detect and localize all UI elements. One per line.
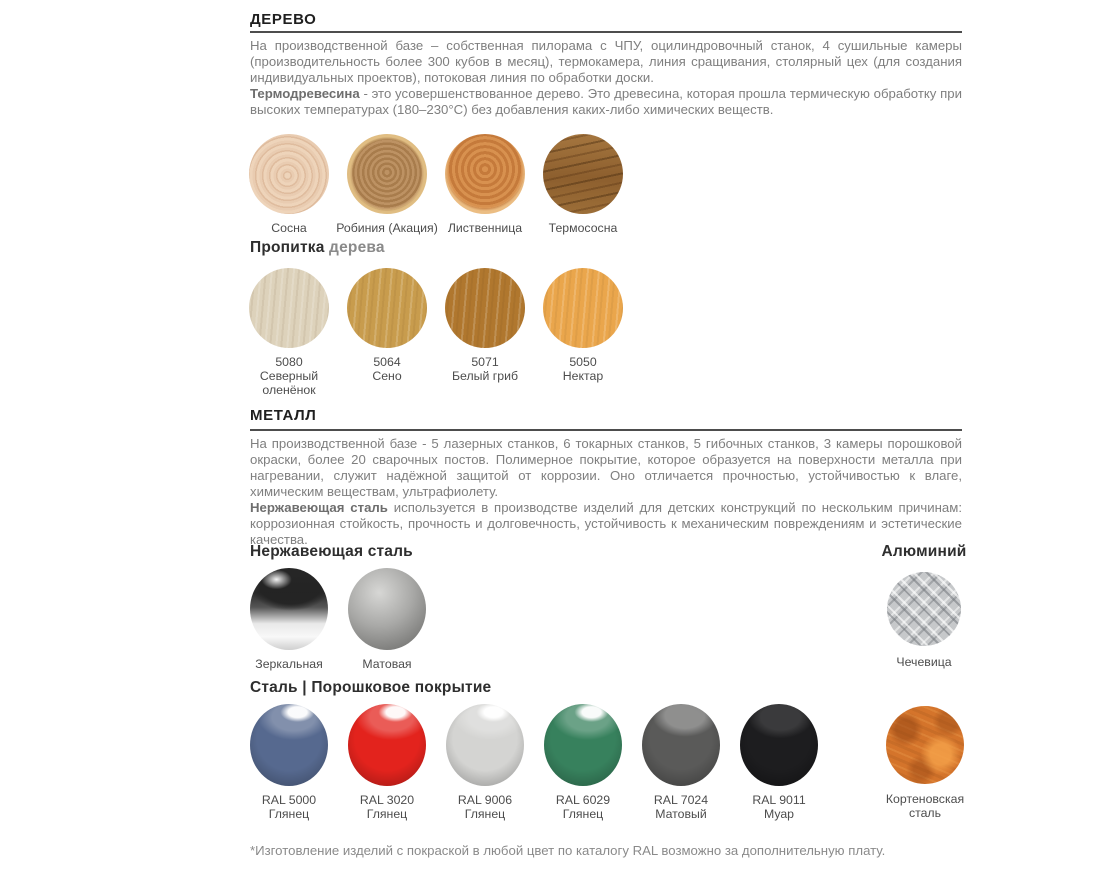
stainless-swatch-matte bbox=[348, 568, 426, 650]
impregnation-title-main: Пропитка bbox=[250, 239, 325, 256]
powder-item bbox=[240, 704, 338, 821]
wood-paragraph-2-rest: - это усовершенствованное дерево. Это древесина, которая прошла термическую обработку при высоких температурах (180–230°С) без добавления каких-либо химических веществ. bbox=[250, 86, 962, 117]
stainless-item bbox=[338, 568, 436, 671]
impregnation-row bbox=[240, 268, 632, 397]
metal-paragraph-2 bbox=[250, 500, 962, 548]
wood-paragraph-2 bbox=[250, 86, 962, 118]
powder-item bbox=[730, 704, 828, 821]
powder-code: RAL 3020 bbox=[359, 793, 415, 807]
metal-section-divider bbox=[250, 429, 962, 431]
impregnation-name: Нектар bbox=[562, 369, 604, 383]
wood-section-text bbox=[250, 38, 962, 118]
wood-swatch-larch bbox=[445, 134, 525, 214]
wood-swatch-sosna bbox=[249, 134, 329, 214]
aluminum-title: Алюминий bbox=[881, 543, 967, 560]
powder-finish: Глянец bbox=[268, 807, 310, 821]
powder-swatch-ral9006 bbox=[446, 704, 524, 786]
wood-species-item bbox=[240, 134, 338, 235]
wood-section-divider bbox=[250, 31, 962, 33]
wood-swatch-robinia bbox=[347, 134, 427, 214]
stainless-row bbox=[240, 568, 436, 671]
impregnation-code: 5064 bbox=[373, 355, 401, 369]
corten-swatch bbox=[886, 706, 964, 784]
impregnation-item bbox=[436, 268, 534, 397]
powder-code: RAL 9011 bbox=[752, 793, 806, 807]
powder-item bbox=[338, 704, 436, 821]
corten-item bbox=[875, 706, 975, 820]
powder-code: RAL 9006 bbox=[457, 793, 513, 807]
impregnation-swatch-5080 bbox=[249, 268, 329, 348]
powder-code: RAL 5000 bbox=[261, 793, 317, 807]
impregnation-name: Белый гриб bbox=[451, 369, 519, 383]
impregnation-swatch-5064 bbox=[347, 268, 427, 348]
wood-paragraph-1: На производственной базе – собственная пилорама с ЧПУ, оцилиндровочный станок, 4 сушильные камеры (производительность более 300 кубов в месяц), термокамера, линия сращивания, столярный цех (для создания индивидуальных проектов), потоковая линия по обработки доски. bbox=[250, 38, 962, 85]
ral-footnote: *Изготовление изделий с покраской в любой цвет по каталогу RAL возможно за дополнительную плату. bbox=[250, 843, 886, 858]
stainless-item bbox=[240, 568, 338, 671]
powder-swatch-ral3020 bbox=[348, 704, 426, 786]
stainless-label: Зеркальная bbox=[255, 657, 323, 671]
wood-swatch-label: Робиния (Акация) bbox=[336, 221, 438, 235]
powder-finish: Муар bbox=[763, 807, 795, 821]
wood-section-title: ДЕРЕВО bbox=[250, 11, 317, 28]
wood-paragraph-2-term: Термодревесина bbox=[250, 86, 360, 101]
wood-species-item bbox=[436, 134, 534, 235]
impregnation-title bbox=[250, 239, 385, 257]
powder-swatch-ral9011 bbox=[740, 704, 818, 786]
metal-paragraph-2-term: Нержавеющая сталь bbox=[250, 500, 388, 515]
powder-swatch-ral6029 bbox=[544, 704, 622, 786]
wood-species-item bbox=[534, 134, 632, 235]
powder-row bbox=[240, 704, 828, 821]
powder-item bbox=[534, 704, 632, 821]
wood-species-row bbox=[240, 134, 632, 235]
wood-swatch-thermopine bbox=[543, 134, 623, 214]
powder-item bbox=[436, 704, 534, 821]
impregnation-item bbox=[338, 268, 436, 397]
impregnation-name: Сено bbox=[372, 369, 402, 383]
powder-finish: Матовый bbox=[655, 807, 707, 821]
aluminum-swatch-checkerplate bbox=[887, 572, 961, 646]
powder-swatch-ral7024 bbox=[642, 704, 720, 786]
corten-label: Кортеновская сталь bbox=[885, 792, 965, 820]
powder-finish: Глянец bbox=[562, 807, 604, 821]
powder-swatch-ral5000 bbox=[250, 704, 328, 786]
metal-paragraph-2-rest: используется в производстве изделий для детских конструкций по нескольким причинам: коррозионная стойкость, прочность и долговечность, устойчивость к механическим повреждениям и эстетические качества. bbox=[250, 500, 962, 547]
aluminum-item bbox=[874, 572, 974, 669]
powder-code: RAL 7024 bbox=[653, 793, 709, 807]
impregnation-code: 5071 bbox=[471, 355, 499, 369]
metal-section-text bbox=[250, 436, 962, 548]
impregnation-item bbox=[534, 268, 632, 397]
wood-swatch-label: Термососна bbox=[548, 221, 618, 235]
powder-title: Сталь | Порошковое покрытие bbox=[250, 679, 492, 696]
impregnation-swatch-5050 bbox=[543, 268, 623, 348]
stainless-label: Матовая bbox=[362, 657, 412, 671]
impregnation-title-sub: дерева bbox=[324, 239, 385, 256]
impregnation-item bbox=[240, 268, 338, 397]
impregnation-code: 5080 bbox=[275, 355, 303, 369]
metal-section-title: МЕТАЛЛ bbox=[250, 407, 317, 424]
aluminum-label: Чечевица bbox=[896, 655, 952, 669]
wood-species-item bbox=[338, 134, 436, 235]
stainless-swatch-mirror bbox=[250, 568, 328, 650]
metal-paragraph-1: На производственной базе - 5 лазерных станков, 6 токарных станков, 5 гибочных станков, 3 камеры порошковой окраски, более 20 сварочных постов. Полимерное покрытие, которое образуется на поверхности металла при нагревании, служит надёжной защитой от коррозии. Оно отличается прочностью, устойчивостью к влаге, химическим веществам, ультрафиолету. bbox=[250, 436, 962, 499]
impregnation-swatch-5071 bbox=[445, 268, 525, 348]
powder-item bbox=[632, 704, 730, 821]
powder-finish: Глянец bbox=[464, 807, 506, 821]
wood-swatch-label: Лиственница bbox=[447, 221, 523, 235]
impregnation-code: 5050 bbox=[569, 355, 597, 369]
powder-code: RAL 6029 bbox=[555, 793, 611, 807]
stainless-title: Нержавеющая сталь bbox=[250, 543, 413, 560]
wood-swatch-label: Сосна bbox=[271, 221, 307, 235]
impregnation-name: Северный оленёнок bbox=[259, 369, 319, 397]
powder-finish: Глянец bbox=[366, 807, 408, 821]
